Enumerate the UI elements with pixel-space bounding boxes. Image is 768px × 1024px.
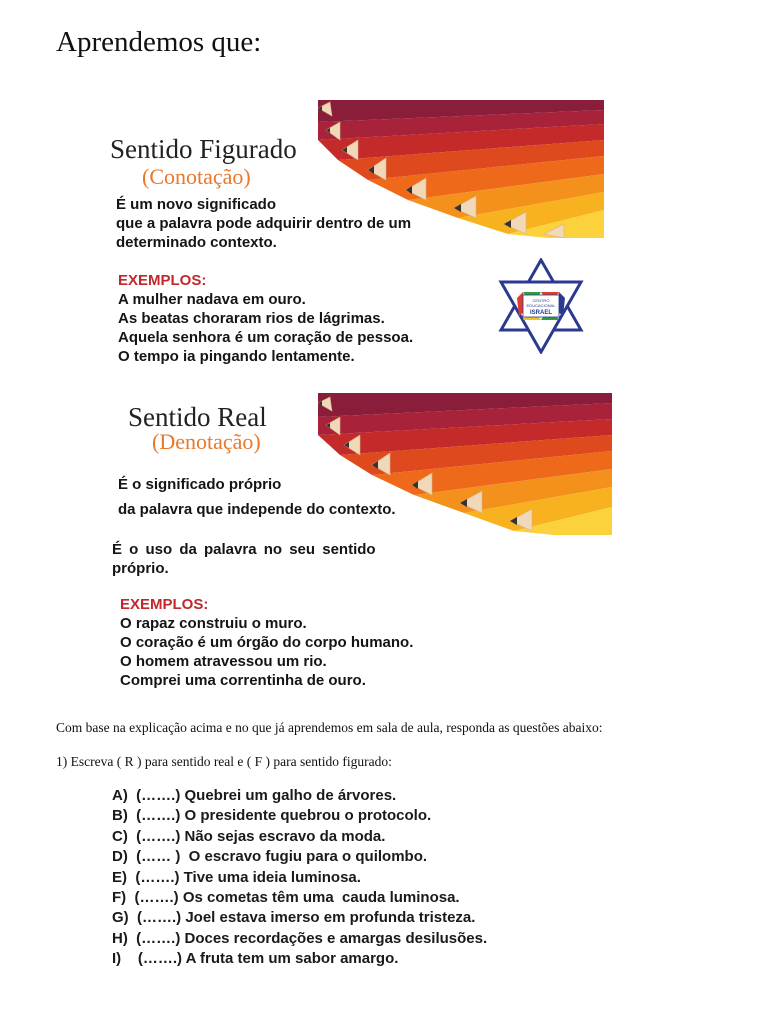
sentido-real-title: Sentido Real <box>128 402 267 432</box>
definition-line: É um novo significado <box>116 196 277 213</box>
conotacao-subtitle: (Conotação) <box>142 164 251 189</box>
definition-line: da palavra que independe do contexto. <box>118 501 396 518</box>
example-item: O homem atravessou um rio. <box>120 653 327 670</box>
sentido-figurado-title: Sentido Figurado <box>110 134 297 164</box>
example-item: Aquela senhora é um coração de pessoa. <box>118 329 414 346</box>
figurado-examples-list <box>118 290 413 366</box>
logo-text: ISRAEL <box>529 310 553 316</box>
real-definition-extra <box>112 540 376 578</box>
instruction-text: Com base na explicação acima e no que já aprendemos em sala de aula, responda as questões abaixo: <box>56 720 603 735</box>
example-item: O coração é um órgão do corpo humano. <box>120 634 414 651</box>
page-heading: Aprendemos que: <box>56 26 262 58</box>
exercise-item: G) (…….) Joel estava imerso em profunda tristeza. <box>112 909 476 927</box>
centro-educacional-israel-logo <box>493 258 589 354</box>
definition-line: determinado contexto. <box>116 234 277 251</box>
exercise-item: C) (…….) Não sejas escravo da moda. <box>112 827 386 845</box>
example-item: O tempo ia pingando lentamente. <box>118 348 355 365</box>
figurado-examples-label: EXEMPLOS: <box>118 272 207 289</box>
example-item: Comprei uma correntinha de ouro. <box>120 672 366 689</box>
example-item: A mulher nadava em ouro. <box>118 291 306 308</box>
exercise-item: E) (…….) Tive uma ideia luminosa. <box>112 868 361 886</box>
example-item: O rapaz construiu o muro. <box>120 615 307 632</box>
figurado-definition <box>116 195 411 252</box>
definition-line: próprio. <box>112 560 169 577</box>
logo-text: CENTRO <box>532 298 550 303</box>
exercise-item: F) (…….) Os cometas têm uma cauda luminosa. <box>112 889 460 907</box>
exercise-item: A) (…….) Quebrei um galho de árvores. <box>112 787 397 804</box>
exercise-item: D) (…… ) O escravo fugiu para o quilombo. <box>112 848 428 866</box>
definition-line: que a palavra pode adquirir dentro de um <box>116 215 412 232</box>
exercise-item: I) (…….) A fruta tem um sabor amargo. <box>112 950 399 968</box>
logo-text: EDUCACIONAL <box>526 303 556 308</box>
example-item: As beatas choraram rios de lágrimas. <box>118 310 385 327</box>
definition-line: É o uso da palavra no seu sentido <box>112 541 376 558</box>
real-definition <box>118 472 396 522</box>
exercise-item: B) (…….) O presidente quebrou o protocolo. <box>112 807 432 825</box>
definition-line: É o significado próprio <box>118 476 282 493</box>
real-examples-list <box>120 614 413 690</box>
question-1-prompt: 1) Escreva ( R ) para sentido real e ( F ) para sentido figurado: <box>56 754 392 769</box>
real-examples-label: EXEMPLOS: <box>120 596 209 613</box>
exercise-item: H) (…….) Doces recordações e amargas desilusões. <box>112 929 488 947</box>
exercise-list <box>112 786 487 970</box>
denotacao-subtitle: (Denotação) <box>152 429 261 454</box>
